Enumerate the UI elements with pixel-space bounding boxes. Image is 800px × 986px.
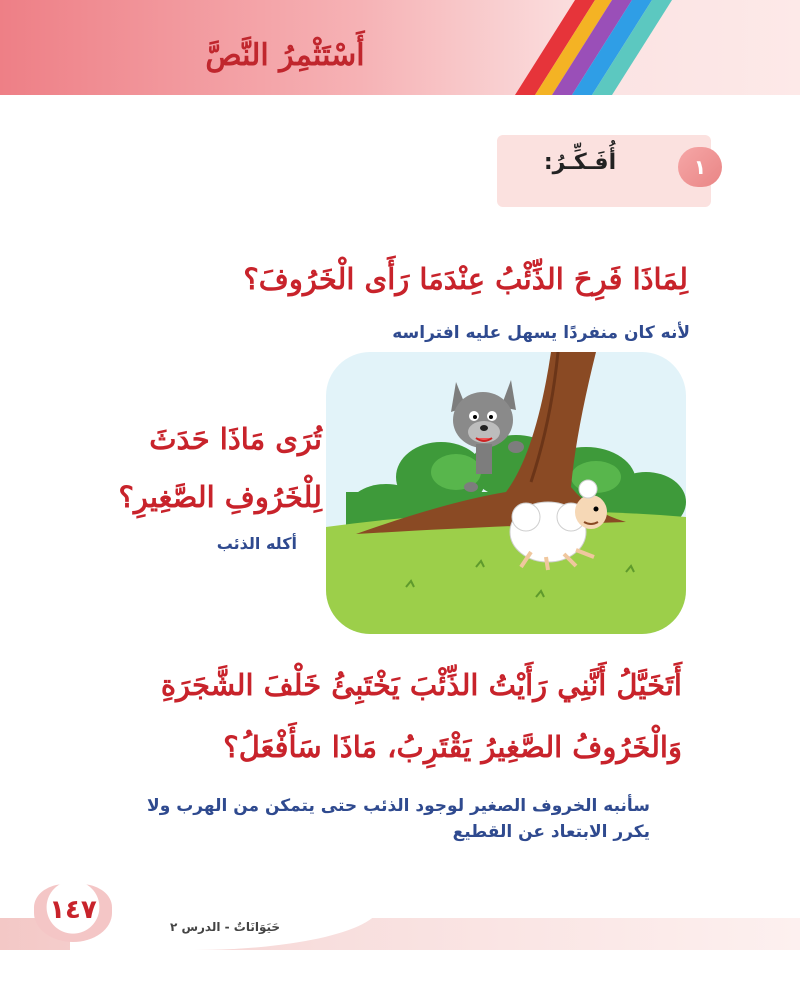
page-number: ١٤٧ [49, 895, 97, 925]
question-2-line-2: لِلْخَرُوفِ الصَّغِيرِ؟ [118, 480, 322, 514]
exercise-number-badge: ١ [678, 147, 722, 187]
question-2-line-1: تُرَى مَاذَا حَدَثَ [149, 422, 322, 456]
question-1: لِمَاذَا فَرِحَ الذِّئْبُ عِنْدَمَا رَأَى الْخَرُوفَ؟ [243, 262, 688, 296]
question-3-line-2: وَالْخَرُوفُ الصَّغِيرُ يَقْتَرِبُ، مَاذَا سَأَفْعَلُ؟ [223, 730, 682, 764]
page-header [0, 0, 800, 95]
answer-1: لأنه كان منفردًا يسهل عليه افتراسه [392, 323, 690, 343]
wolf-and-sheep-illustration [326, 352, 686, 634]
lesson-label: حَيَوَانَاتٌ - الدرس ٢ [169, 920, 281, 934]
question-3-line-1: أَتَخَيَّلُ أَنَّنِي رَأَيْتُ الذِّئْبَ يَخْتَبِئُ خَلْفَ الشَّجَرَةِ [160, 668, 682, 702]
think-label: أُفَـكِّـرُ: [543, 150, 617, 175]
answer-2: أكله الذئب [216, 534, 297, 553]
answer-3: سأنبه الخروف الصغير لوجود الذئب حتى يتمكن من الهرب ولا يكرر الابتعاد عن القطيع [147, 796, 650, 842]
section-title: أَسْتَثْمِرُ النَّصَّ [205, 38, 365, 73]
color-stripes-decoration [460, 0, 720, 95]
